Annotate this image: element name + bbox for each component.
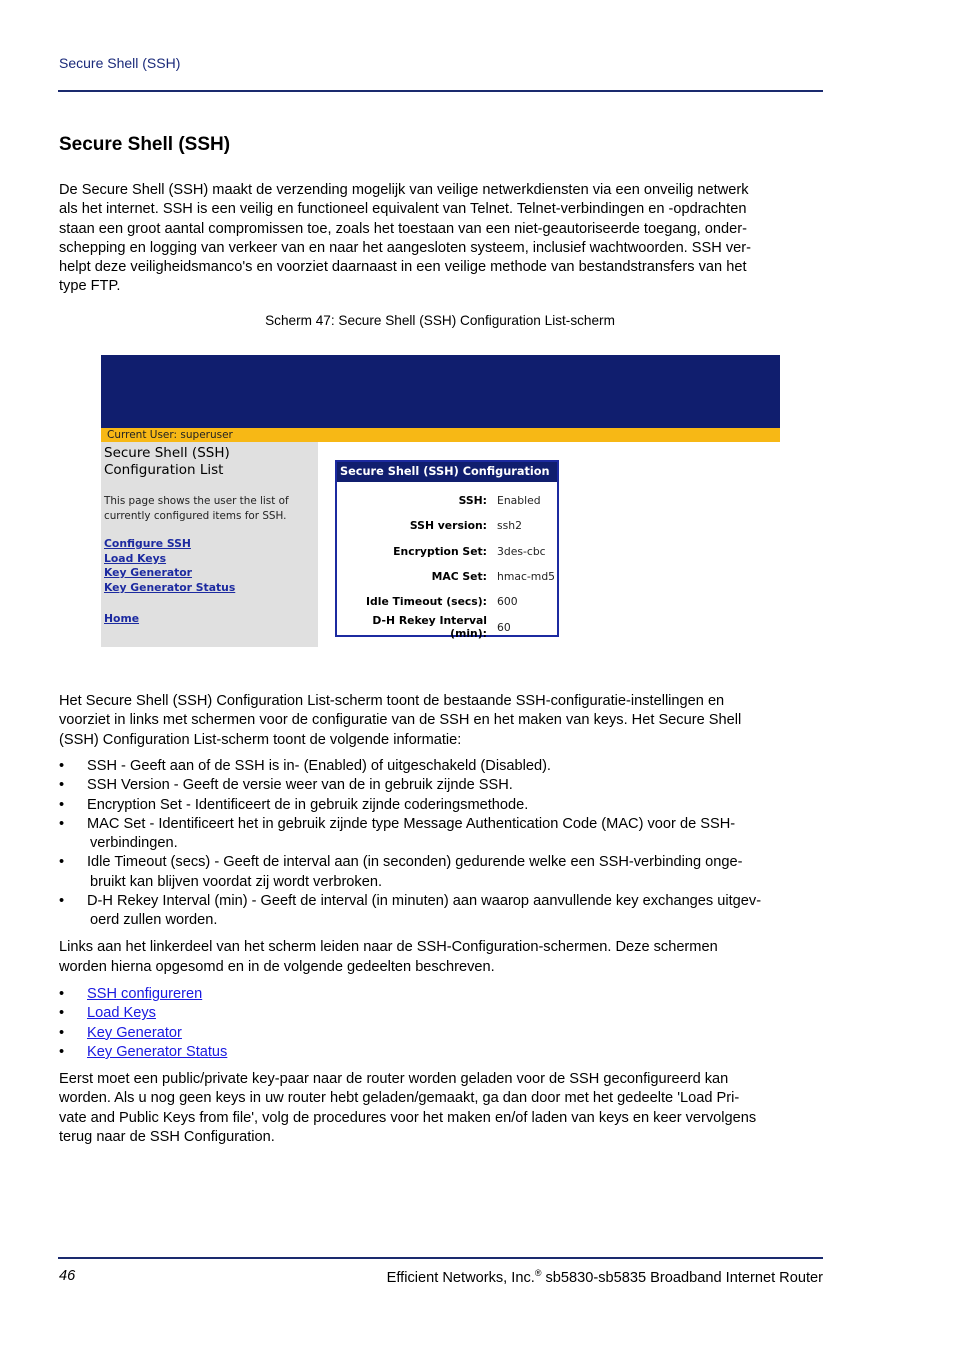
ssh-config-panel <box>335 460 559 641</box>
table-row: SSH: Enabled <box>458 494 541 508</box>
list-item: • Idle Timeout (secs) - Geeft de interval aan (in seconden) gedurende welke een SSH-verbinding onge- bruikt kan blijven voordat zij wordt verbroken. <box>59 854 743 890</box>
screen-banner <box>101 355 780 428</box>
link-key-generator-status[interactable]: Key Generator Status <box>87 1043 228 1060</box>
link-ssh-configureren[interactable]: SSH configureren <box>87 986 203 1002</box>
running-header: Secure Shell (SSH) <box>59 55 181 71</box>
links-paragraph: Links aan het linkerdeel van het scherm leiden naar de SSH-Configuration-schermen. Deze schermen worden hierna opgesomd en in de volgende gedeelten beschreven. <box>59 939 718 976</box>
sidebar-link-key-generator-status[interactable]: Key Generator Status <box>104 580 236 594</box>
header-rule <box>58 90 823 92</box>
sidebar-description: This page shows the user the list of currently configured items for SSH. <box>104 495 289 522</box>
list-item: • SSH Version - Geeft de versie weer van de in gebruik zijnde SSH. <box>59 777 513 794</box>
footer-rule <box>58 1257 823 1259</box>
page-number: 46 <box>59 1268 76 1284</box>
sidebar-link-configure-ssh[interactable]: Configure SSH <box>104 537 191 550</box>
page-title: Secure Shell (SSH) <box>59 134 231 155</box>
screenshot-figure <box>101 355 780 647</box>
figure-caption: Scherm 47: Secure Shell (SSH) Configuration List-scherm <box>265 313 615 328</box>
list-item: • Key Generator Status <box>59 1043 228 1060</box>
table-row: MAC Set: hmac-md5 <box>431 570 556 584</box>
list-item: • SSH configureren <box>59 986 203 1002</box>
table-row: Encryption Set: 3des-cbc <box>393 544 546 558</box>
table-row: SSH version: ssh2 <box>409 519 522 533</box>
config-table <box>337 488 557 640</box>
intro-paragraph: De Secure Shell (SSH) maakt de verzending mogelijk van veilige netwerkdiensten via een onveilig netwerk als het internet. SSH is een veilig en functioneel equivalent van Telnet. Telnet-verbindingen en -opdrachten staan een groot aantal compromissen toe, zoals het toestaan van een niet-geautoriseerde toegang, onder- schepping en logging van verkeer van en naar het aangesloten systeem, inclusief wachtwoorden. SSH ver- helpt deze veiligheidsmanco's en voorziet daarnaast in een veilige methode van bestandstransfers van het type FTP. <box>59 182 751 295</box>
field-bullet-list <box>59 757 824 931</box>
link-key-generator[interactable]: Key Generator <box>87 1024 182 1041</box>
sidebar-links <box>104 537 235 595</box>
list-item: • D-H Rekey Interval (min) - Geeft de interval (in minuten) aan waarop aanvullende key exchanges uitgev- oerd zullen worden. <box>59 893 762 929</box>
footer-product: Efficient Networks, Inc.® sb5830-sb5835 Broadband Internet Router <box>386 1268 823 1286</box>
closing-paragraph: Eerst moet een public/private key-paar naar de router worden geladen voor de SSH geconfigureerd kan worden. Als u nog geen keys in uw router hebt geladen/gemaakt, ga dan door met het gedeelte 'Load Pri- vate and Public Keys from file', volg de procedures voor het maken en/of laden van keys en keer vervolgens terug naar de SSH Configuration. <box>59 1071 757 1145</box>
sidebar-title: Secure Shell (SSH) Configuration List <box>104 445 230 478</box>
table-row: D-H Rekey Interval (min): 60 <box>372 614 511 641</box>
table-row: Idle Timeout (secs): 600 <box>366 595 518 609</box>
list-item: • Encryption Set - Identificeert de in gebruik zijnde coderingsmethode. <box>59 796 529 813</box>
sidebar-link-key-generator[interactable]: Key Generator <box>104 566 193 580</box>
link-load-keys[interactable]: Load Keys <box>87 1005 156 1022</box>
list-item: • Load Keys <box>59 1005 156 1022</box>
list-item: • MAC Set - Identificeert het in gebruik zijnde type Message Authentication Code (MAC) voor de SSH- verbindingen. <box>59 815 736 852</box>
panel-title: Secure Shell (SSH) Configuration List <box>337 462 557 482</box>
description-paragraph: Het Secure Shell (SSH) Configuration List-scherm toont de bestaande SSH-configuratie-instellingen en voorziet in links met schermen voor de configuratie van de SSH en het maken van keys. Het Secure Shell (SSH) Configuration List-scherm toont de volgende informatie: <box>59 693 742 748</box>
list-item: • Key Generator <box>59 1024 182 1041</box>
section-link-list <box>59 985 824 1062</box>
sidebar-link-load-keys[interactable]: Load Keys <box>104 551 167 565</box>
sidebar-link-home[interactable]: Home <box>104 612 140 625</box>
list-item: • SSH - Geeft aan of de SSH is in- (Enabled) of uitgeschakeld (Disabled). <box>59 758 551 774</box>
screen-sidebar <box>101 442 318 647</box>
current-user-bar: Current User: superuser <box>101 428 780 442</box>
